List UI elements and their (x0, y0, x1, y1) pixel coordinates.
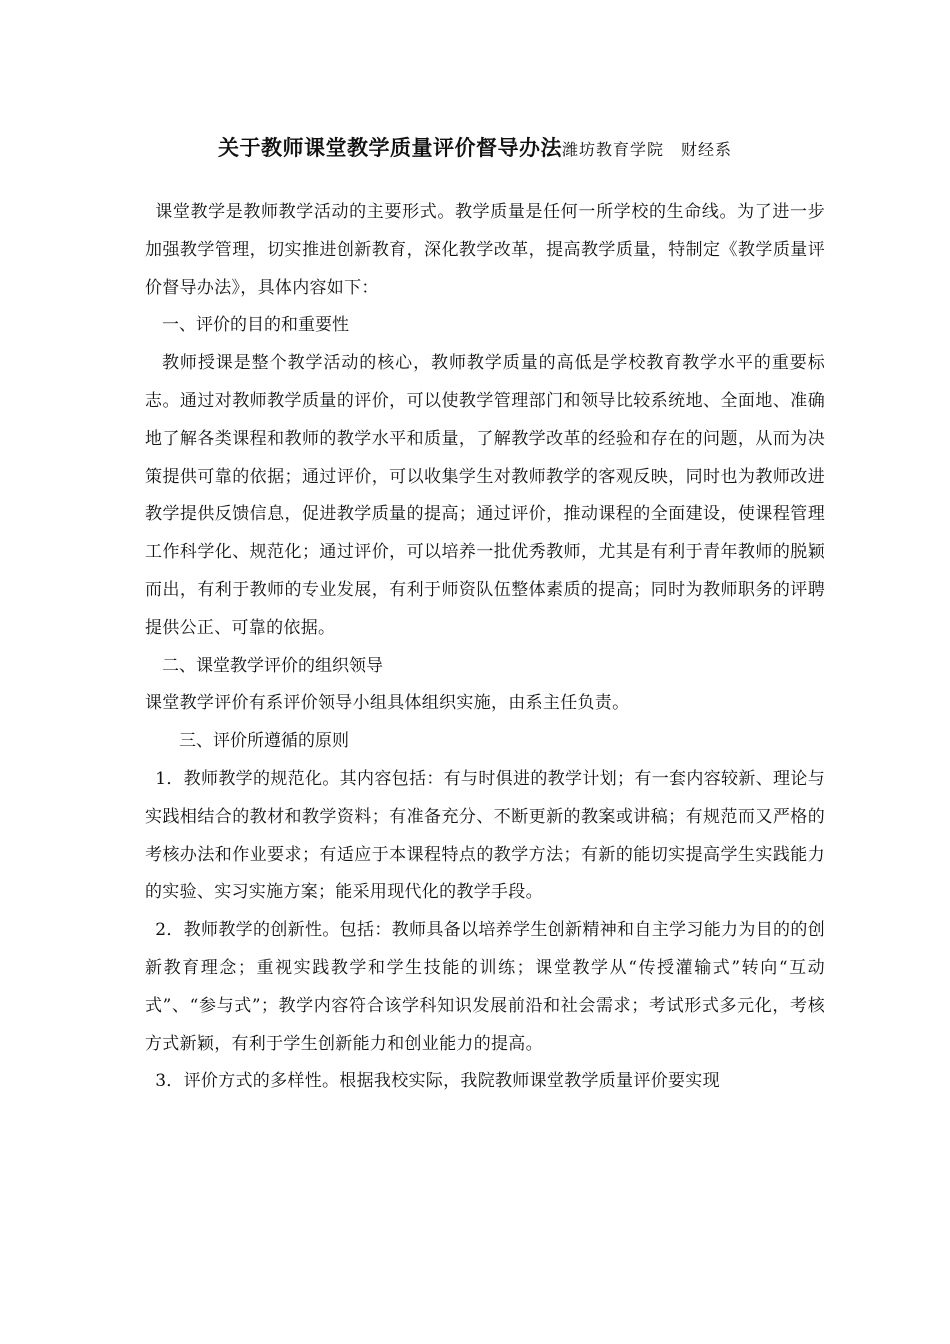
document-body (145, 194, 825, 1101)
section3-heading: 三、评价所遵循的原则 (179, 731, 349, 752)
section1-paragraph: 教师授课是整个教学活动的核心，教师教学质量的高低是学校教育教学水平的重要标志。通过对教师教学质量的评价，可以使教学管理部门和领导比较系统地、全面地、准确地了解各类课程和教师的教学水平和质量，了解教学改革的经验和存在的问题，从而为决策提供可靠的依据；通过评价，可以收集学生对教师教学的客观反映，同时也为教师改进教学提供反馈信息，促进教学质量的提高；通过评价，推动课程的全面建设，使课程管理工作科学化、规范化；通过评价，可以培养一批优秀教师，尤其是有利于青年教师的脱颖而出，有利于教师的专业发展，有利于师资队伍整体素质的提高；同时为教师职务的评聘提供公正、可靠的依据。 (145, 353, 825, 638)
intro-paragraph: 课堂教学是教师教学活动的主要形式。教学质量是任何一所学校的生命线。为了进一步加强教学管理，切实推进创新教育，深化教学改革，提高教学质量，特制定《教学质量评价督导办法》，具体内容如下： (145, 202, 825, 298)
section2-paragraph: 课堂教学评价有系评价领导小组具体组织实施，由系主任负责。 (145, 693, 630, 714)
section2-heading: 二、课堂教学评价的组织领导 (162, 655, 383, 676)
document-subtitle: 潍坊教育学院 财经系 (561, 140, 732, 159)
document-title: 关于教师课堂教学质量评价督导办法 (217, 135, 562, 160)
principle-item-2: 2．教师教学的创新性。包括：教师具备以培养学生创新精神和自主学习能力为目的的创新教育理念；重视实践教学和学生技能的训练；课堂教学从“传授灌输式”转向“互动式”、“参与式”；教学内容符合该学科知识发展前沿和社会需求；考试形式多元化，考核方式新颖，有利于学生创新能力和创业能力的提高。 (145, 920, 825, 1054)
principle-item-1: 1．教师教学的规范化。其内容包括：有与时俱进的教学计划；有一套内容较新、理论与实践相结合的教材和教学资料；有准备充分、不断更新的教案或讲稿；有规范而又严格的考核办法和作业要求；有适应于本课程特点的教学方法；有新的能切实提高学生实践能力的实验、实习实施方案；能采用现代化的教学手段。 (145, 768, 825, 903)
title-line (0, 132, 950, 162)
section1-heading: 一、评价的目的和重要性 (162, 315, 349, 336)
principle-item-3: 3．评价方式的多样性。根据我校实际，我院教师课堂教学质量评价要实现 (155, 1071, 720, 1092)
